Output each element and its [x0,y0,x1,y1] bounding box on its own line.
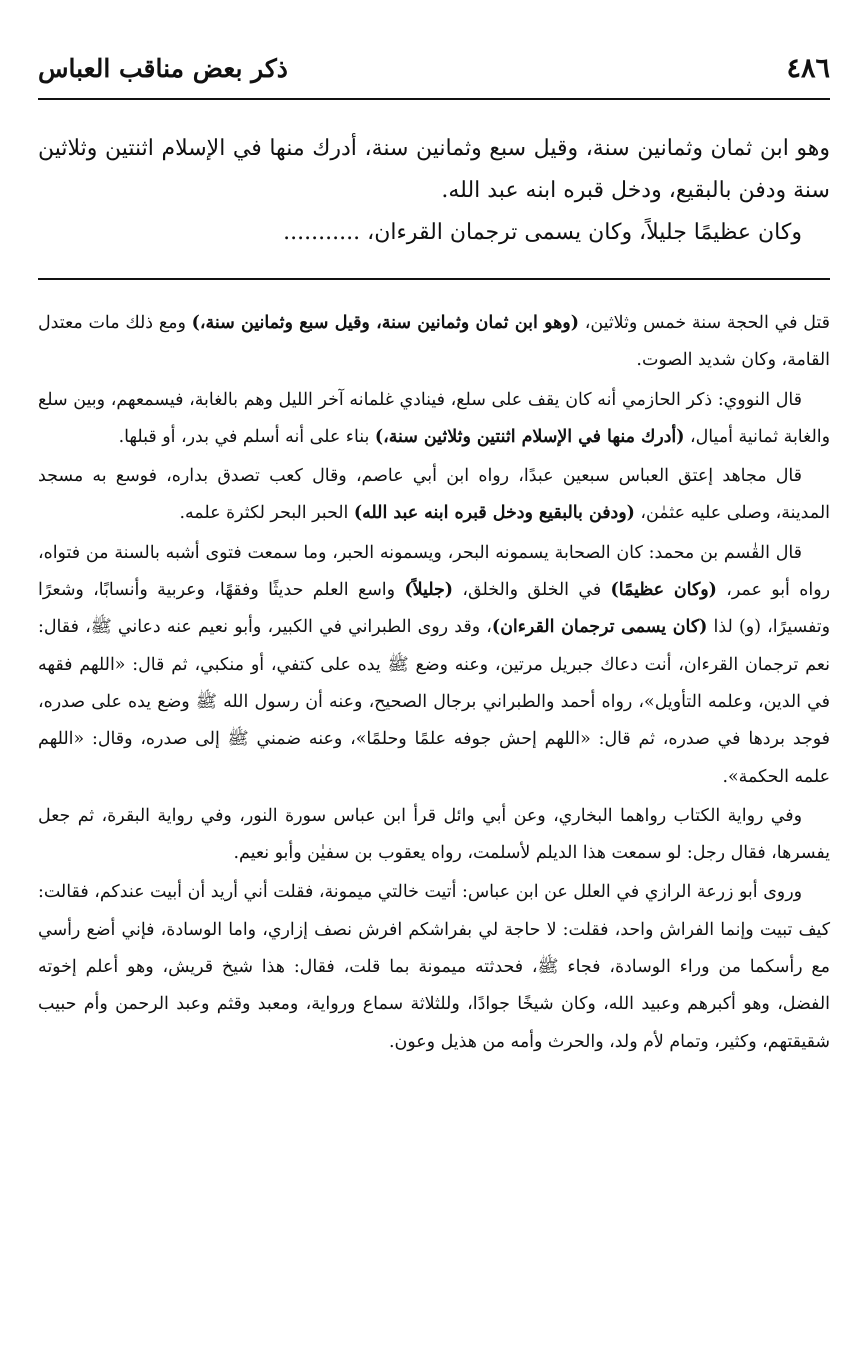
commentary-paragraph-3 [38,458,830,533]
commentary-text: بناء على أنه أسلم في بدر، أو قبلها. [118,426,375,447]
commentary [38,305,830,1061]
commentary-text: ، وقد روى الطبراني في الكبير، وأبو نعيم عنه دعاني ﷺ، فقال: نعم ترجمان القرءان، أنت دعاك جبريل مرتين، وعنه وضع ﷺ يده على كتفي، أو منكبي، ثم قال: «اللهم فقهه في الدين، وعلمه التأويل»، رواه أحمد والطبراني برجال الصحيح، وعنه أن رسول الله ﷺ وضع يده على صدره، فوجد بردها في صدره، ثم قال: «اللهم إحش جوفه علمًا وحلمًا»، وعنه ضمني ﷺ إلى صدره، وقال: «اللهم علمه الحكمة». [38,617,830,787]
commentary-text: قال مجاهد إعتق العباس سبعين عبدًا، رواه ابن أبي عاصم، وقال كعب تصدق بداره، فوسع به مسجد المدينة، وصلى عليه عثمٰن، [38,466,830,524]
commentary-paragraph-4 [38,535,830,796]
quoted-text: (ودفن بالبقيع ودخل قبره ابنه عبد الله) [353,503,635,524]
quoted-text: (وهو ابن ثمان وثمانين سنة، وقيل سبع وثمانين سنة،) [191,313,579,333]
commentary-text: قتل في الحجة سنة خمس وثلاثين، [578,313,830,333]
page-header [38,48,830,88]
commentary-text: ومع ذلك مات معتدل القامة، وكان شديد الصوت. [38,313,830,371]
commentary-paragraph-2 [38,382,830,457]
text-commentary-divider [38,278,830,280]
commentary-paragraph-1 [38,305,830,380]
commentary-text: قال القٰسم بن محمد: كان الصحابة يسمونه البحر، ويسمونه الحبر، وما سمعت فتوى أشبه بالسنة من فتواه، رواه أبو عمر، [38,542,830,601]
quoted-text: (جليلاً) [404,580,453,601]
commentary-text: واسع العلم حديثًا وفقهًا، وعربية وأنسابًا، وشعرًا وتفسيرًا، (و) لذا [38,580,830,638]
main-text-paragraph-2: وكان عظيمًا جليلاً، وكان يسمى ترجمان القرءان، ........... [283,220,802,245]
page-number: ٤٨٦ [786,52,830,84]
commentary-text: قال النووي: ذكر الحازمي أنه كان يقف على سلع، فينادي غلمانه آخر الليل وهم بالغابة، فيسمعهم، وبين سلع والغابة ثمانية أميال، [38,389,830,447]
commentary-paragraph-6: وروى أبو زرعة الرازي في العلل عن ابن عباس: أتيت خالتي ميمونة، فقلت أني أريد أن أبيت عندكم، فقالت: كيف تبيت وإنما الفراش واحد، فقلت: لا حاجة لي بفراشكم افرش نصف إزاري، واما الوسادة، فإني أضع رأسي مع رأسكما من وراء الوسادة، فجاء ﷺ، فحدثته ميمونة بما قلت، فقال: هذا شيخ قريش، وهو أعلم إخوته الفضل، وهو أكبرهم وعبيد الله، وكان شيخًا جوادًا، وللثلاثة سماع ورواية، ومعبد وقثم وعبد الرحمن وأم حبيب شقيقتهم، وكثير، وتمام لأم ولد، والحرث وأمه من هذيل وعون. [38,882,830,1052]
quoted-text: (أدرك منها في الإسلام اثنتين وثلاثين سنة،) [374,426,685,447]
commentary-text: في الخلق والخلق، [452,580,611,601]
commentary-paragraph-5: وفي رواية الكتاب رواهما البخاري، وعن أبي وائل قرأ ابن عباس سورة النور، وفي رواية البقرة، ثم جعل يفسرها، فقال رجل: لو سمعت هذا الديلم لأسلمت، رواه يعقوب بن سفيٰن وأبو نعيم. [38,805,830,864]
main-text [38,128,830,254]
commentary-text: الحبر البحر لكثرة علمه. [179,503,354,524]
running-title: ذكر بعض مناقب العباس [38,53,288,83]
quoted-text: (كان يسمى ترجمان القرءان) [491,617,708,638]
header-divider [38,98,830,100]
quoted-text: (وكان عظيمًا) [610,580,717,601]
main-text-paragraph-1: وهو ابن ثمان وثمانين سنة، وقيل سبع وثمانين سنة، أدرك منها في الإسلام اثنتين وثلاثين سنة ودفن بالبقيع، ودخل قبره ابنه عبد الله. [38,136,830,203]
